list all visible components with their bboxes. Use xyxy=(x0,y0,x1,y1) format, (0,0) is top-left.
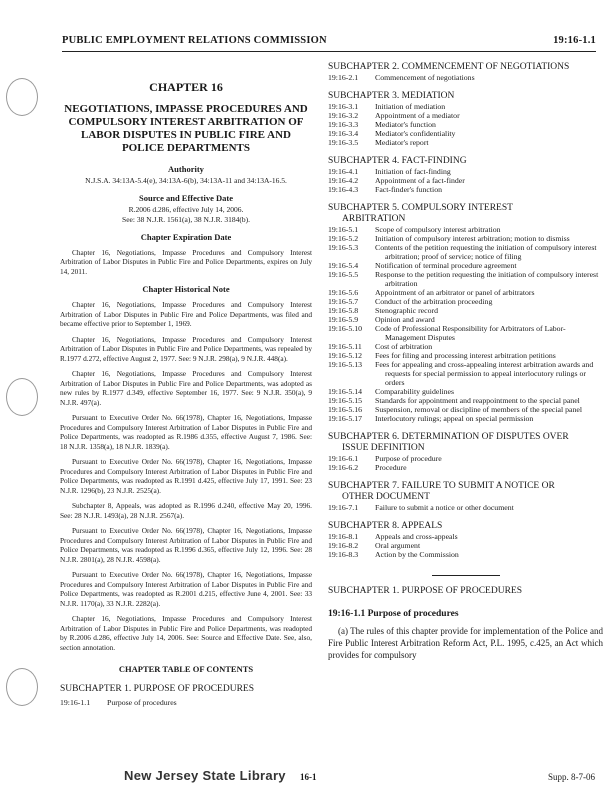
toc-row xyxy=(328,167,603,176)
authority-text: N.J.S.A. 34:13A-5.4(e), 34:13A-6(b), 34:13A-11 and 34:13A-16.5. xyxy=(85,176,287,185)
toc-section-title: Scope of compulsory interest arbitration xyxy=(375,225,501,234)
history-paragraph: Chapter 16, Negotiations, Impasse Procedures and Compulsory Interest Arbitration of Labor Disputes in Public Fire and Police Departments, was adopted as new rules by R.1977 d.349, effective September 16, 1977. See: 9 N.J.R. 350(a), 9 N.J.R. 497(a). xyxy=(60,369,312,407)
toc-section-number: 19:16-5.3 xyxy=(328,243,359,252)
toc-section-number: 19:16-5.17 xyxy=(328,414,363,423)
toc-row xyxy=(328,396,603,405)
toc-list-8 xyxy=(328,532,603,559)
running-header xyxy=(62,35,596,52)
history-paragraph: Chapter 16, Negotiations, Impasse Procedures and Compulsory Interest Arbitration of Labor Disputes in Public Fire and Police Departments, was readopted by R.2006 d.286, effective July 14, 2006. See: Source and Effective Date. See, also, section annotation. xyxy=(60,614,312,652)
toc-section-number: 19:16-1.1 xyxy=(60,698,91,708)
toc-section-number: 19:16-3.2 xyxy=(328,111,359,120)
history-paragraph: Pursuant to Executive Order No. 66(1978), Chapter 16, Negotiations, Impasse Procedures and Compulsory Interest Arbitration of Labor Disputes in Public Fire and Police Departments, was readopted as R.1986 d.355, effective August 7, 1986. See: 18 N.J.R. 1358(a), 18 N.J.R. 1839(a). xyxy=(60,413,312,451)
toc-section-title: Stenographic record xyxy=(375,306,438,315)
toc-section-number: 19:16-6.2 xyxy=(328,463,359,472)
toc-section-title: Code of Professional Responsibility for Arbitrators of Labor-Management Disputes xyxy=(375,324,566,342)
toc-section-title: Appointment of an arbitrator or panel of arbitrators xyxy=(375,288,535,297)
toc-section-title: Fees for appealing and cross-appealing interest arbitration awards and requests for special permission to appeal interlocutory rulings or orders xyxy=(375,360,594,387)
toc-row xyxy=(328,550,603,559)
toc-row xyxy=(328,315,603,324)
toc-row xyxy=(328,176,603,185)
toc-section-title: Oral argument xyxy=(375,541,421,550)
toc-section-title: Mediator's report xyxy=(375,138,429,147)
expiration-heading: Chapter Expiration Date xyxy=(140,231,232,242)
toc-row xyxy=(328,138,603,147)
toc-row xyxy=(328,405,603,414)
toc-subchapter-7-line-1: SUBCHAPTER 7. FAILURE TO SUBMIT A NOTICE OR xyxy=(328,481,555,491)
toc-section-number: 19:16-5.1 xyxy=(328,225,359,234)
toc-subchapter-6 xyxy=(328,432,603,454)
toc-section-title: Cost of arbitration xyxy=(375,342,433,351)
toc-section-number: 19:16-8.1 xyxy=(328,532,359,541)
toc-section-number: 19:16-4.2 xyxy=(328,176,359,185)
toc-row xyxy=(328,503,603,512)
toc-row xyxy=(328,234,603,243)
toc-section-title: Failure to submit a notice or other document xyxy=(375,503,514,512)
toc-list-2 xyxy=(328,73,603,82)
toc-list-7 xyxy=(328,503,603,512)
toc-row xyxy=(328,306,603,315)
toc-section-number: 19:16-5.9 xyxy=(328,315,359,324)
body-paragraph: (a) The rules of this chapter provide for implementation of the Police and Fire Public Interest Arbitration Reform Act, P.L. 1995, c.425, an Act which provides for compulsory xyxy=(328,626,603,660)
right-column xyxy=(328,62,603,661)
left-column xyxy=(60,62,312,707)
binder-hole xyxy=(6,78,38,116)
toc-row xyxy=(328,414,603,423)
toc-row xyxy=(328,387,603,396)
toc-section-number: 19:16-8.3 xyxy=(328,550,359,559)
history-paragraph: Pursuant to Executive Order No. 66(1978), Chapter 16, Negotiations, Impasse Procedures and Compulsory Interest Arbitration of Labor Disputes in Public Fire and Police Departments, was readopted as R.2001 d.215, effective June 4, 2001. See: 33 N.J.R. 1170(a), 33 N.J.R. 2282(a). xyxy=(60,570,312,608)
toc-list-6 xyxy=(328,454,603,472)
toc-row xyxy=(328,120,603,129)
source-line-2: See: 38 N.J.R. 1561(a), 38 N.J.R. 3184(b). xyxy=(122,214,250,224)
section-divider xyxy=(432,575,500,576)
toc-section-title: Appeals and cross-appeals xyxy=(375,532,458,541)
toc-section-title: Comparability guidelines xyxy=(375,387,455,396)
toc-section-number: 19:16-5.4 xyxy=(328,261,359,270)
toc-subchapter-2: SUBCHAPTER 2. COMMENCEMENT OF NEGOTIATIONS xyxy=(328,62,570,72)
toc-subchapter-1: SUBCHAPTER 1. PURPOSE OF PROCEDURES xyxy=(60,684,255,695)
body-subchapter-heading: SUBCHAPTER 1. PURPOSE OF PROCEDURES xyxy=(328,586,523,596)
history-heading: Chapter Historical Note xyxy=(142,284,230,295)
toc-section-number: 19:16-7.1 xyxy=(328,503,359,512)
toc-section-number: 19:16-8.2 xyxy=(328,541,359,550)
header-title: PUBLIC EMPLOYMENT RELATIONS COMMISSION xyxy=(62,35,327,46)
toc-section-title: Contents of the petition requesting the initiation of compulsory interest arbitration; proof of service; notice of filing xyxy=(375,243,597,261)
toc-section-number: 19:16-5.14 xyxy=(328,387,363,396)
toc-section-number: 19:16-5.13 xyxy=(328,360,363,369)
toc-section-number: 19:16-3.1 xyxy=(328,102,359,111)
toc-section-title: Opinion and award xyxy=(375,315,435,324)
toc-row xyxy=(328,360,603,387)
toc-subchapter-6-line-1: SUBCHAPTER 6. DETERMINATION OF DISPUTES OVER xyxy=(328,432,569,442)
toc-subchapter-4: SUBCHAPTER 4. FACT-FINDING xyxy=(328,156,467,166)
toc-section-title: Response to the petition requesting the initiation of compulsory interest arbitration xyxy=(375,270,599,288)
toc-row xyxy=(328,463,603,472)
authority-heading: Authority xyxy=(168,164,204,174)
binder-hole xyxy=(6,668,38,706)
toc-list-3 xyxy=(328,102,603,147)
toc-section-number: 19:16-5.10 xyxy=(328,324,363,333)
toc-row xyxy=(328,185,603,194)
toc-row xyxy=(328,351,603,360)
toc-section-number: 19:16-6.1 xyxy=(328,454,359,463)
toc-section-title: Standards for appointment and reappointment to the special panel xyxy=(375,396,580,405)
toc-section-title: Fact-finder's function xyxy=(375,185,443,194)
source-heading: Source and Effective Date xyxy=(138,193,234,204)
toc-section-title: Suspension, removal or discipline of members of the special panel xyxy=(375,405,582,414)
toc-row xyxy=(328,324,603,342)
toc-heading: CHAPTER TABLE OF CONTENTS xyxy=(118,664,254,675)
toc-row xyxy=(328,261,603,270)
header-section-number: 19:16-1.1 xyxy=(553,35,596,46)
toc-section-number: 19:16-5.15 xyxy=(328,396,363,405)
toc-section-number: 19:16-2.1 xyxy=(328,73,359,82)
toc-row xyxy=(328,297,603,306)
toc-subchapter-6-line-2: ISSUE DEFINITION xyxy=(342,443,425,453)
toc-subchapter-3: SUBCHAPTER 3. MEDIATION xyxy=(328,91,455,101)
toc-section-number: 19:16-5.8 xyxy=(328,306,359,315)
toc-section-number: 19:16-3.5 xyxy=(328,138,359,147)
toc-row xyxy=(60,698,312,707)
toc-section-number: 19:16-5.5 xyxy=(328,270,359,279)
toc-row xyxy=(328,225,603,234)
toc-section-title: Commencement of negotiations xyxy=(375,73,475,82)
toc-section-number: 19:16-5.16 xyxy=(328,405,363,414)
source-line-1: R.2006 d.286, effective July 14, 2006. xyxy=(128,205,244,215)
toc-section-title: Fees for filing and processing interest arbitration petitions xyxy=(375,351,556,360)
toc-row xyxy=(328,243,603,261)
chapter-title: NEGOTIATIONS, IMPASSE PROCEDURES AND COMPULSORY INTEREST ARBITRATION OF LABOR DISPUTES IN PUBLIC FIRE AND POLICE DEPARTMENTS xyxy=(64,103,308,154)
binder-hole xyxy=(6,378,38,416)
history-paragraph: Pursuant to Executive Order No. 66(1978), Chapter 16, Negotiations, Impasse Procedures and Compulsory Interest Arbitration of Labor Disputes in Public Fire and Police Departments, was readopted as R.1996 d.365, effective July 12, 1996. See: 28 N.J.R. 2801(a), 28 N.J.R. 4598(a). xyxy=(60,526,312,564)
library-watermark: New Jersey State Library xyxy=(124,768,286,783)
toc-row xyxy=(328,270,603,288)
history-paragraph: Subchapter 8, Appeals, was adopted as R.1996 d.240, effective May 20, 1996. See: 28 N.J.R. 1493(a), 28 N.J.R. 2567(a). xyxy=(60,501,312,520)
supplement-date: Supp. 8-7-06 xyxy=(548,772,595,782)
body-section-heading: 19:16-1.1 Purpose of procedures xyxy=(328,609,459,619)
toc-section-title: Appointment of a fact-finder xyxy=(375,176,465,185)
toc-row xyxy=(328,541,603,550)
toc-row xyxy=(328,111,603,120)
toc-section-title: Action by the Commission xyxy=(375,550,459,559)
toc-list-5 xyxy=(328,225,603,423)
toc-subchapter-5 xyxy=(328,203,603,225)
toc-subchapter-5-line-1: SUBCHAPTER 5. COMPULSORY INTEREST xyxy=(328,203,513,213)
toc-section-title: Procedure xyxy=(375,463,407,472)
toc-section-title: Mediator's confidentiality xyxy=(375,129,456,138)
toc-row xyxy=(328,102,603,111)
toc-section-number: 19:16-4.1 xyxy=(328,167,359,176)
history-paragraph: Pursuant to Executive Order No. 66(1978), Chapter 16, Negotiations, Impasse Procedures and Compulsory Interest Arbitration of Labor Disputes in Public Fire and Police Departments, was readopted as R.1991 d.425, effective July 17, 1991. See: 23 N.J.R. 1296(b), 23 N.J.R. 2525(a). xyxy=(60,457,312,495)
toc-section-title: Initiation of mediation xyxy=(375,102,446,111)
toc-subchapter-5-line-2: ARBITRATION xyxy=(342,214,406,224)
toc-section-title: Initiation of compulsory interest arbitration; motion to dismiss xyxy=(375,234,570,243)
toc-row xyxy=(328,288,603,297)
history-paragraph: Chapter 16, Negotiations, Impasse Procedures and Compulsory Interest Arbitration of Labor Disputes in Public Fire and Police Departments, was filed and became effective prior to September 1, 1969. xyxy=(60,300,312,329)
toc-section-title: Conduct of the arbitration proceeding xyxy=(375,297,493,306)
toc-section-title: Mediator's function xyxy=(375,120,436,129)
toc-section-title: Initiation of fact-finding xyxy=(375,167,451,176)
toc-row xyxy=(328,73,603,82)
toc-row xyxy=(328,454,603,463)
toc-row xyxy=(328,129,603,138)
toc-section-number: 19:16-3.4 xyxy=(328,129,359,138)
toc-section-title: Notification of terminal procedure agreement xyxy=(375,261,517,270)
page-number: 16-1 xyxy=(300,772,317,782)
toc-section-title: Interlocutory rulings; appeal on special permission xyxy=(375,414,534,423)
toc-subchapter-8: SUBCHAPTER 8. APPEALS xyxy=(328,521,443,531)
toc-section-number: 19:16-5.11 xyxy=(328,342,362,351)
toc-section-number: 19:16-5.6 xyxy=(328,288,359,297)
toc-section-title: Purpose of procedures xyxy=(107,698,177,708)
history-paragraph: Chapter 16, Negotiations, Impasse Procedures and Compulsory Interest Arbitration of Labor Disputes in Public Fire and Police Departments, was repealed by R.1977 d.272, effective August 2, 1977. See: 9 N.J.R. 298(a), 9 N.J.R. 448(a). xyxy=(60,334,312,363)
toc-row xyxy=(328,342,603,351)
toc-section-number: 19:16-5.2 xyxy=(328,234,359,243)
toc-section-number: 19:16-3.3 xyxy=(328,120,359,129)
chapter-number: CHAPTER 16 xyxy=(149,80,223,94)
expiration-text: Chapter 16, Negotiations, Impasse Procedures and Compulsory Interest Arbitration of Labor Disputes in Public Fire and Police Departments, expires on July 14, 2011. xyxy=(60,247,312,276)
toc-section-number: 19:16-4.3 xyxy=(328,185,359,194)
toc-section-number: 19:16-5.7 xyxy=(328,297,359,306)
toc-section-title: Appointment of a mediator xyxy=(375,111,460,120)
toc-section-number: 19:16-5.12 xyxy=(328,351,363,360)
toc-list-4 xyxy=(328,167,603,194)
toc-section-title: Purpose of procedure xyxy=(375,454,442,463)
toc-subchapter-7 xyxy=(328,481,603,503)
toc-row xyxy=(328,532,603,541)
toc-subchapter-7-line-2: OTHER DOCUMENT xyxy=(342,492,430,502)
